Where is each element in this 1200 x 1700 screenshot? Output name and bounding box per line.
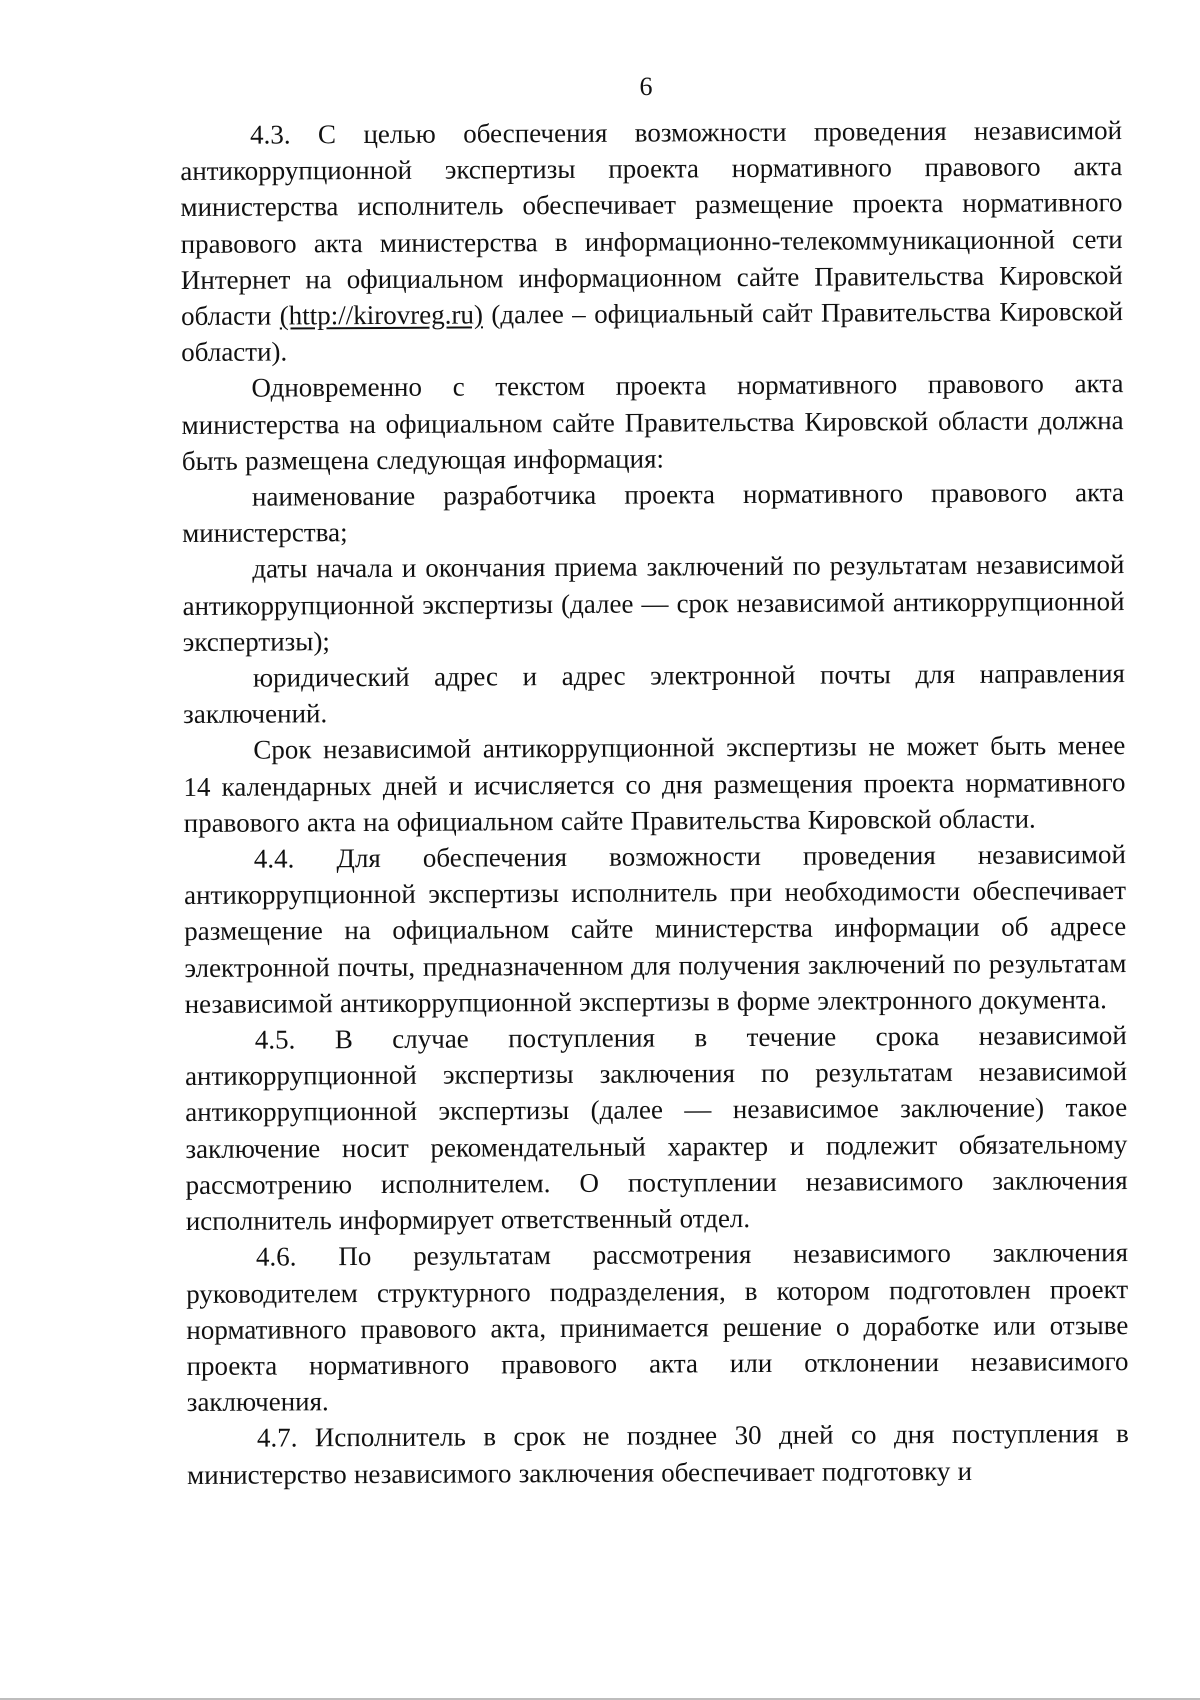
page-number: 6 — [639, 72, 653, 101]
paragraph-developer-name: наименование разработчика проекта нормативного правового акта министерства; — [182, 477, 1125, 549]
paragraph-4-4: 4.4. Для обеспечения возможности проведения независимой антикоррупционной экспертизы исполнитель при необходимости обеспечивает размещение на официальном сайте министерства информации об адресе электронной почты, предназначенном для получения заключений по результатам независимой антикоррупционной экспертизы в форме электронного документа. — [183, 839, 1127, 1019]
site-url-link[interactable]: (http://kirovreg.ru) — [279, 299, 484, 331]
paragraph-4-3-text: 4.3. С целью обеспечения возможности проведения независимой антикоррупционной экспертизы проекта нормативного правового акта министерства исполнитель обеспечивает размещение проекта нормативного правового акта министерства в информационно-телекоммуникационной сети Интернет на официальном информационном сайте Правительства Кировской области — [180, 115, 1123, 332]
paragraph-4-3 — [180, 112, 1123, 370]
paragraph-4-5: 4.5. В случае поступления в течение срока независимой антикоррупционной экспертизы заключения по результатам независимой антикоррупционной экспертизы (далее — независимое заключение) такое заключение носит рекомендательный характер и подлежит обязательному рассмотрению исполнителем. О поступлении независимого заключения исполнитель информирует ответственный отдел. — [184, 1020, 1128, 1237]
paragraph-address: юридический адрес и адрес электронной почты для направления заключений. — [183, 658, 1126, 730]
paragraph-dates: даты начала и окончания приема заключений по результатам независимой антикоррупционной экспертизы (далее — срок независимой антикоррупционной экспертизы); — [182, 549, 1125, 657]
paragraph-4-3-tail: (далее – официальный сайт Правительства Кировской области). — [181, 296, 1124, 368]
document-body — [180, 112, 1129, 1493]
paragraph-term: Срок независимой антикоррупционной экспертизы не может быть менее 14 календарных дней и исчисляется со дня размещения проекта нормативного правового акта на официальном сайте Правительства Кировской области. — [183, 730, 1126, 838]
paragraph-simultaneous-info: Одновременно с текстом проекта нормативного правового акта министерства на официальном сайте Правительства Кировской области должна быть размещена следующая информация: — [181, 368, 1124, 476]
paragraph-4-7: 4.7. Исполнитель в срок не позднее 30 дней со дня поступления в министерство независимого заключения обеспечивает подготовку и — [187, 1418, 1129, 1490]
paragraph-4-6: 4.6. По результатам рассмотрения независимого заключения руководителем структурного подразделения, в котором подготовлен проект нормативного правового акта, принимается решение о доработке или отзыве проекта нормативного правового акта или отклонении независимого заключения. — [186, 1237, 1129, 1418]
